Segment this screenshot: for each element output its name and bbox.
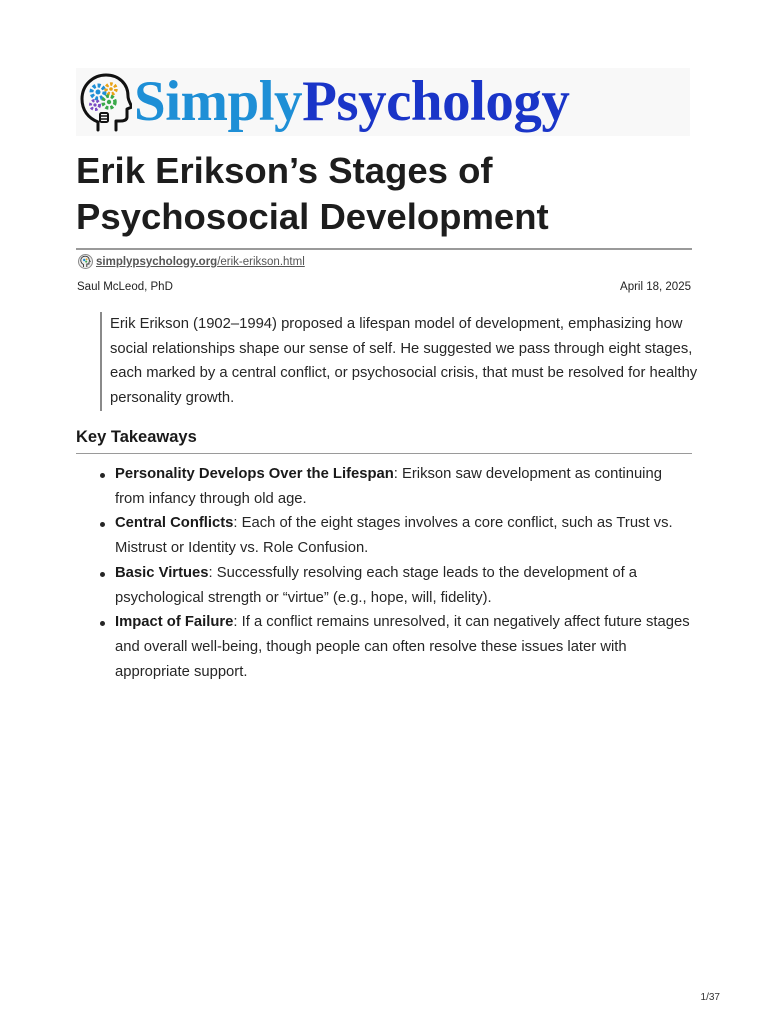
key-takeaways-list (76, 462, 692, 684)
page-title (76, 148, 696, 240)
author-name: Saul McLeod, PhD (77, 281, 173, 293)
source-domain: simplypsychology.org (96, 256, 218, 268)
head-gears-icon (78, 72, 132, 132)
source-url-link[interactable] (96, 254, 305, 270)
intro-blockquote: Erik Erikson (1902–1994) proposed a lifespan model of development, emphasizing how social relationships shape our sense of self. He suggested we pass through eight stages, each marked by a central conflict, or psychosocial crisis, that must be resolved for healthy personality growth. (100, 312, 700, 411)
logo-wordmark (134, 70, 569, 134)
title-line-2: Psychosocial Development (76, 196, 549, 237)
key-takeaways-divider (76, 453, 692, 454)
bullet-icon (100, 473, 105, 478)
takeaway-text: : Erikson saw development as continuing from infancy through old age. (115, 466, 662, 507)
takeaway-term: Personality Develops Over the Lifespan (115, 466, 394, 482)
takeaway-item (76, 610, 692, 684)
title-line-1: Erik Erikson’s Stages of (76, 150, 493, 191)
bullet-icon (100, 572, 105, 577)
bullet-icon (100, 522, 105, 527)
takeaway-term: Central Conflicts (115, 515, 234, 532)
site-logo[interactable] (76, 68, 690, 136)
page-number: 1/37 (700, 992, 720, 1003)
takeaway-text: : Successfully resolving each stage leads to the development of a psychological strength or “virtue” (e.g., hope, will, fidelity). (115, 564, 638, 606)
title-divider (76, 248, 692, 250)
logo-psychology: Psychology (302, 70, 570, 133)
takeaway-text: : Each of the eight stages involves a core conflict, such as Trust vs. Mistrust or Identity vs. Role Confusion. (115, 515, 673, 557)
takeaway-term: Impact of Failure (115, 614, 234, 631)
bullet-icon (100, 621, 105, 626)
takeaway-item (76, 561, 692, 610)
takeaway-item (76, 462, 692, 511)
takeaway-item (76, 511, 692, 560)
key-takeaways-heading: Key Takeaways (76, 428, 197, 446)
site-favicon-icon (78, 254, 93, 269)
logo-simply: Simply (134, 70, 303, 133)
publish-date: April 18, 2025 (620, 281, 691, 293)
source-path: /erik-erikson.html (217, 256, 305, 268)
takeaway-term: Basic Virtues (115, 564, 209, 581)
takeaway-text: : If a conflict remains unresolved, it can negatively affect future stages and overall well-being, though people can often resolve these issues later with appropriate support. (115, 614, 690, 680)
